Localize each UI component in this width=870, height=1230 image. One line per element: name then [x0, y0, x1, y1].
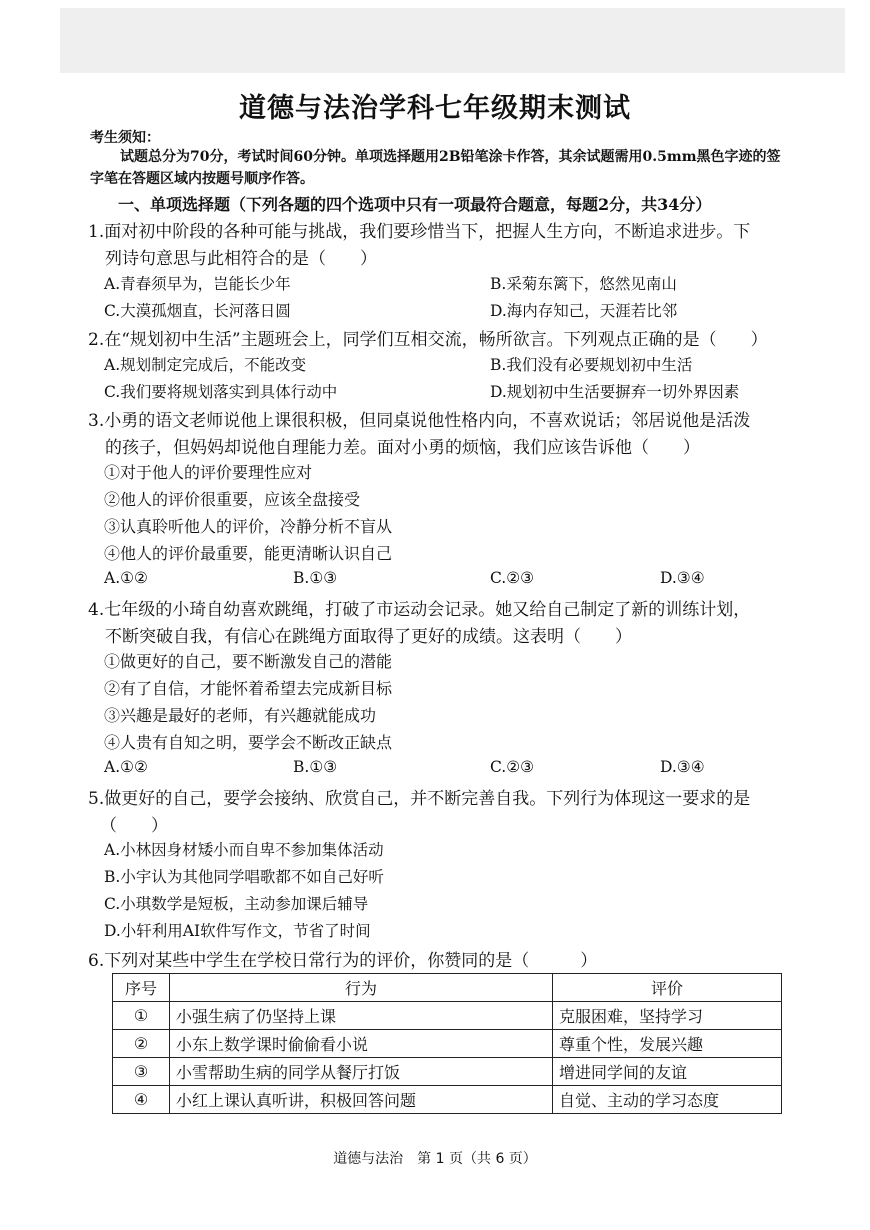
page-footer: 道德与法治 第 1 页（共 6 页） — [333, 1151, 537, 1167]
table-header-number: 序号 — [113, 974, 170, 1002]
table-cell-evaluation: 增进同学间的友谊 — [553, 1058, 782, 1086]
table-row — [113, 1002, 782, 1030]
table-cell-number: ④ — [113, 1086, 170, 1114]
question-1-option-b: B.采菊东篱下，悠然见南山 — [490, 275, 677, 293]
question-4-statement-4: ④人贵有自知之明，要学会不断改正缺点 — [104, 733, 393, 752]
section-heading: 一、单项选择题（下列各题的四个选项中只有一项最符合题意，每题2分，共34分） — [118, 195, 712, 214]
question-3-line-1: 3.小勇的语文老师说他上课很积极，但同桌说他性格内向，不喜欢说话；邻居说他是活泼 — [88, 411, 751, 431]
question-4-statement-2: ②有了自信，才能怀着希望去完成新目标 — [104, 679, 393, 698]
question-5-line-1: 5.做更好的自己，要学会接纳、欣赏自己，并不断完善自我。下列行为体现这一要求的是 — [88, 789, 751, 809]
question-3-statement-3: ③认真聆听他人的评价，冷静分析不盲从 — [104, 517, 393, 536]
table-cell-number: ② — [113, 1030, 170, 1058]
question-4-option-c: C.②③ — [490, 758, 535, 776]
table-cell-evaluation: 尊重个性，发展兴趣 — [553, 1030, 782, 1058]
question-5-option-b: B.小宇认为其他同学唱歌都不如自己好听 — [104, 868, 384, 886]
page-title: 道德与法治学科七年级期末测试 — [239, 93, 631, 124]
question-2-line-1: 2.在“规划初中生活”主题班会上，同学们互相交流，畅所欲言。下列观点正确的是（ ） — [88, 330, 768, 350]
question-3-option-b: B.①③ — [293, 569, 338, 587]
table-cell-behavior: 小东上数学课时偷偷看小说 — [170, 1030, 553, 1058]
question-1-option-d: D.海内存知己，天涯若比邻 — [490, 302, 678, 320]
table-header-row — [113, 974, 782, 1002]
question-1-option-a: A.青春须早为，岂能长少年 — [104, 275, 291, 293]
question-3-statement-2: ②他人的评价很重要，应该全盘接受 — [104, 490, 361, 509]
question-3-line-2: 的孩子，但妈妈却说他自理能力差。面对小勇的烦恼，我们应该告诉他（ ） — [105, 438, 700, 458]
table-cell-evaluation: 克服困难，坚持学习 — [553, 1002, 782, 1030]
table-cell-behavior: 小红上课认真听讲，积极回答问题 — [170, 1086, 553, 1114]
question-2-option-a: A.规划制定完成后，不能改变 — [104, 356, 307, 374]
notice-heading: 考生须知： — [90, 130, 160, 146]
question-3-option-c: C.②③ — [490, 569, 535, 587]
question-3-option-d: D.③④ — [660, 569, 705, 587]
question-4-line-1: 4.七年级的小琦自幼喜欢跳绳，打破了市运动会记录。她又给自己制定了新的训练计划， — [88, 600, 751, 620]
question-6-line-1: 6.下列对某些中学生在学校日常行为的评价，你赞同的是（ ） — [88, 951, 598, 971]
question-5-option-d: D.小轩利用AI软件写作文，节省了时间 — [104, 922, 371, 940]
question-4-line-2: 不断突破自我，有信心在跳绳方面取得了更好的成绩。这表明（ ） — [105, 627, 632, 647]
table-header-behavior: 行为 — [170, 974, 553, 1002]
table-header-evaluation: 评价 — [553, 974, 782, 1002]
table-cell-number: ① — [113, 1002, 170, 1030]
question-4-option-a: A.①② — [104, 758, 148, 776]
question-2-option-c: C.我们要将规划落实到具体行动中 — [104, 383, 338, 401]
table-cell-evaluation: 自觉、主动的学习态度 — [553, 1086, 782, 1114]
notice-text: 试题总分为70分，考试时间60分钟。单项选择题用2B铅笔涂卡作答，其余试题需用0.5mm黑色字迹的签字笔在答题区域内按题号顺序作答。 — [90, 149, 781, 187]
question-2-option-b: B.我们没有必要规划初中生活 — [490, 356, 693, 374]
table-cell-number: ③ — [113, 1058, 170, 1086]
table-row — [113, 1058, 782, 1086]
question-1-line-2: 列诗句意思与此相符合的是（ ） — [105, 249, 377, 269]
question-1-option-c: C.大漠孤烟直，长河落日圆 — [104, 302, 291, 320]
question-3-statement-1: ①对于他人的评价要理性应对 — [104, 463, 313, 482]
table-cell-behavior: 小雪帮助生病的同学从餐厅打饭 — [170, 1058, 553, 1086]
question-6-table — [112, 973, 782, 1114]
question-5-option-a: A.小林因身材矮小而自卑不参加集体活动 — [104, 841, 384, 859]
question-4-option-d: D.③④ — [660, 758, 705, 776]
question-4-option-b: B.①③ — [293, 758, 338, 776]
table-cell-behavior: 小强生病了仍坚持上课 — [170, 1002, 553, 1030]
question-1-line-1: 1.面对初中阶段的各种可能与挑战，我们要珍惜当下，把握人生方向，不断追求进步。下 — [88, 222, 751, 242]
question-5-line-2: （ ） — [100, 816, 168, 836]
question-4-statement-3: ③兴趣是最好的老师，有兴趣就能成功 — [104, 706, 377, 725]
question-4-statement-1: ①做更好的自己，要不断激发自己的潜能 — [104, 652, 393, 671]
table-row — [113, 1086, 782, 1114]
table-row — [113, 1030, 782, 1058]
question-3-statement-4: ④他人的评价最重要，能更清晰认识自己 — [104, 544, 393, 563]
question-5-option-c: C.小琪数学是短板，主动参加课后辅导 — [104, 895, 369, 913]
question-3-option-a: A.①② — [104, 569, 148, 587]
question-2-option-d: D.规划初中生活要摒弃一切外界因素 — [490, 383, 740, 401]
scan-header-band — [60, 8, 845, 73]
